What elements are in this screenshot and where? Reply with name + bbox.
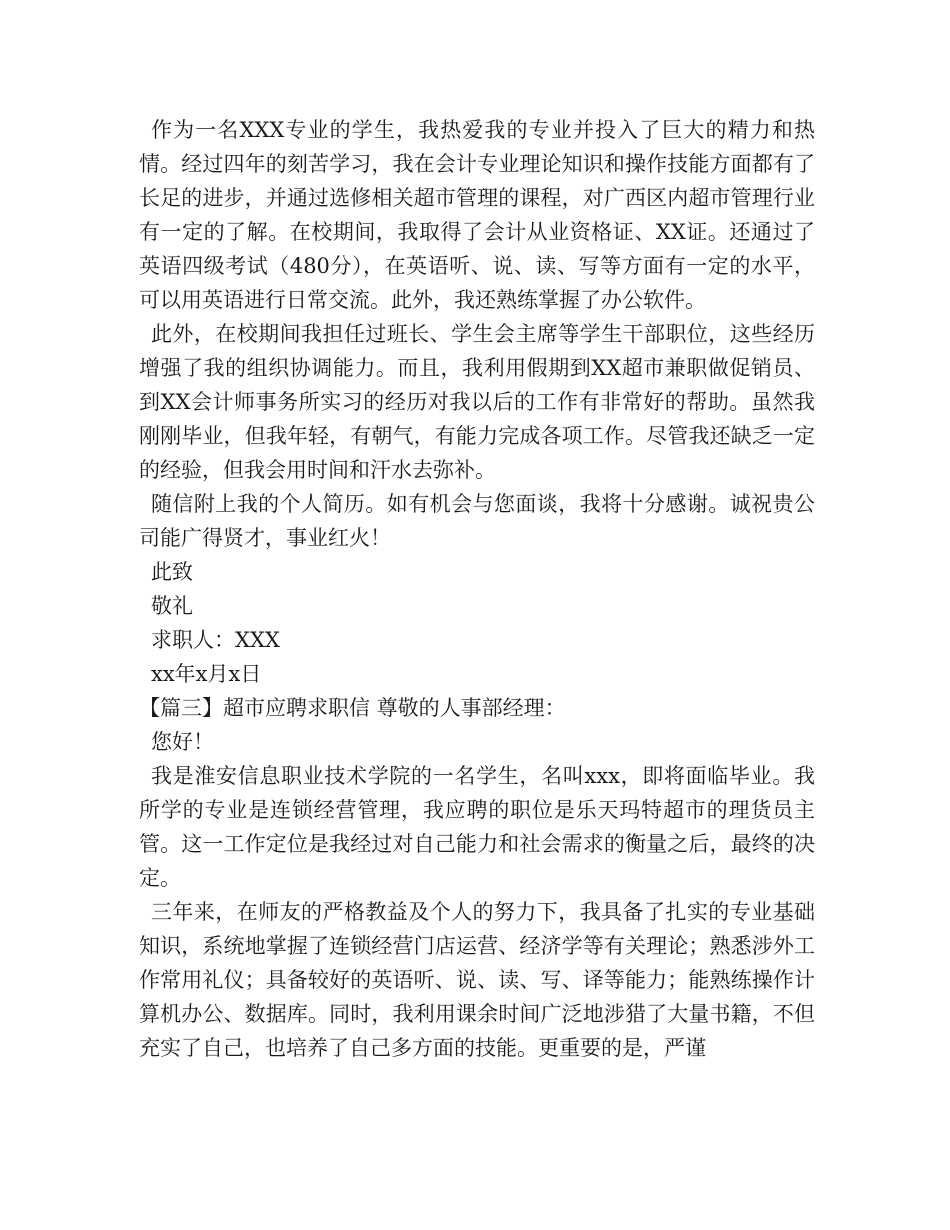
letter-body: [139, 113, 815, 1065]
letter-date: xx年x月x日: [151, 662, 262, 686]
paragraph-three-years: 三年来，在师友的严格教益及个人的努力下，我具备了扎实的专业基础知识，系统地掌握了连锁经营门店运营、经济学等有关理论；熟悉涉外工作常用礼仪；具备较好的英语听、说、读、写、译等能力；能熟练操作计算机办公、数据库。同时，我利用课余时间广泛地涉猎了大量书籍，不但充实了自己，也培养了自己多方面的技能。更重要的是，严谨: [139, 900, 815, 1060]
applicant-signature: 求职人：XXX: [151, 628, 280, 652]
paragraph-major-intro: 作为一名XXX专业的学生，我热爱我的专业并投入了巨大的精力和热情。经过四年的刻苦学习，我在会计专业理论知识和操作技能方面都有了长足的进步，并通过选修相关超市管理的课程，对广西区内超市管理行业有一定的了解。在校期间，我取得了会计从业资格证、XX证。还通过了英语四级考试（480分），在英语听、说、读、写等方面有一定的水平，可以用英语进行日常交流。此外，我还熟练掌握了办公软件。: [139, 118, 815, 312]
paragraph-experience: 此外，在校期间我担任过班长、学生会主席等学生干部职位，这些经历增强了我的组织协调能力。而且，我利用假期到XX超市兼职做促销员、到XX会计师事务所实习的经历对我以后的工作有非常好的帮助。虽然我刚刚毕业，但我年轻，有朝气，有能力完成各项工作。尽管我还缺乏一定的经验，但我会用时间和汗水去弥补。: [139, 322, 815, 482]
closing-jing-li: 敬礼: [151, 594, 193, 618]
closing-ci-zhi: 此致: [151, 560, 193, 584]
greeting: 您好！: [151, 730, 214, 754]
paragraph-resume-attached: 随信附上我的个人简历。如有机会与您面谈，我将十分感谢。诚祝贵公司能广得贤才，事业红火！: [139, 492, 815, 550]
paragraph-self-intro: 我是淮安信息职业技术学院的一名学生，名叫xxx，即将面临毕业。我所学的专业是连锁经营管理，我应聘的职位是乐天玛特超市的理货员主管。这一工作定位是我经过对自己能力和社会需求的衡量之后，最终的决定。: [139, 764, 815, 890]
section-heading: 【篇三】超市应聘求职信 尊敬的人事部经理：: [139, 696, 566, 720]
